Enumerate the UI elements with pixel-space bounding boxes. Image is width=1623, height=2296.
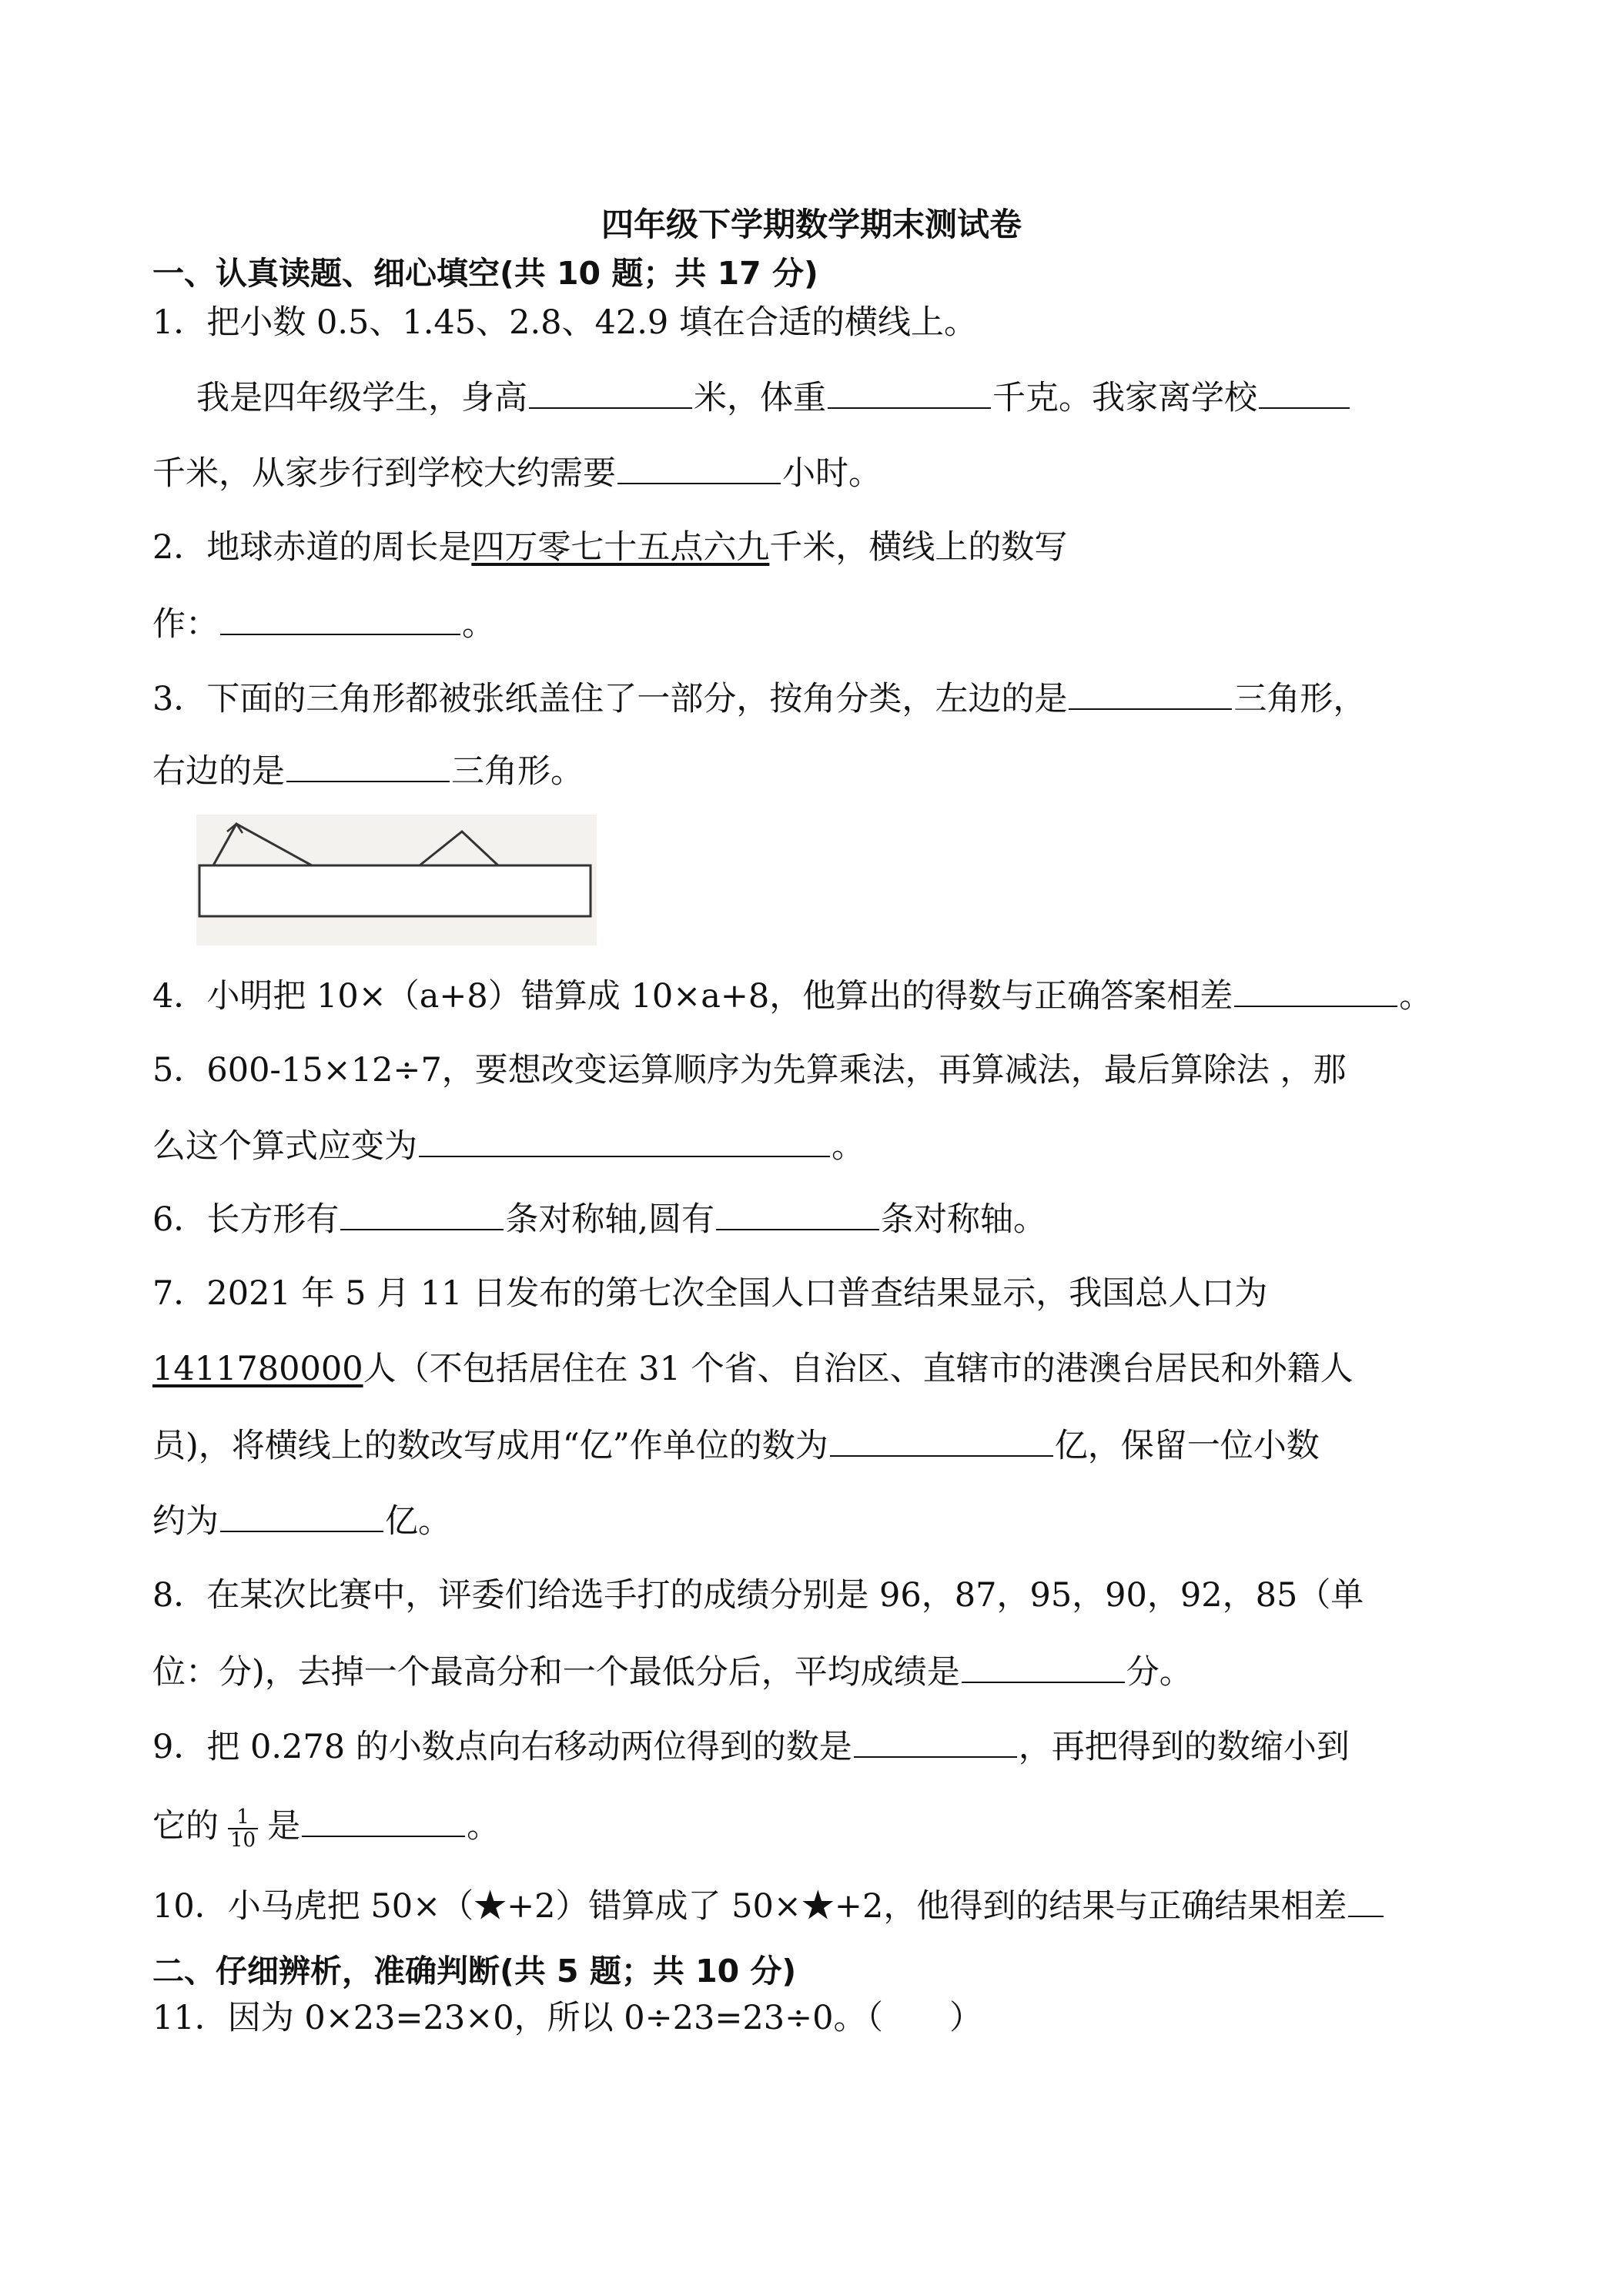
question-5-line-1 <box>152 1047 1346 1093</box>
q3-text-c: 右边的是 <box>152 752 285 791</box>
q9-text-d: 是 <box>267 1807 301 1846</box>
question-7-line-3 <box>152 1421 1320 1469</box>
q3-text-b: 三角形， <box>1233 680 1367 718</box>
question-1-line-2 <box>196 373 1351 421</box>
triangles-figure <box>196 815 597 946</box>
q1-text-c: 千克。我家离学校 <box>992 379 1257 417</box>
question-1-line-3 <box>152 449 882 497</box>
q9-text-b: ，再把得到的数缩小到 <box>1018 1728 1350 1766</box>
q9-second-blank[interactable] <box>302 1802 465 1837</box>
question-8-line-2 <box>152 1648 1193 1695</box>
question-10 <box>152 1882 1385 1930</box>
q9-text-e: 。 <box>467 1807 500 1846</box>
q1-time-blank[interactable] <box>617 449 781 484</box>
q2-text-b: 千米，横线上的数写 <box>769 528 1068 567</box>
q1-text-b: 米，体重 <box>694 379 826 417</box>
q1-text-e: 小时。 <box>782 454 882 493</box>
question-3-line-1 <box>152 674 1366 722</box>
section-1-heading: 一、认真读题、细心填空(共 10 题；共 17 分) <box>152 255 818 292</box>
question-6 <box>152 1195 1046 1243</box>
question-8-line-1 <box>152 1572 1364 1618</box>
q8-text-a: 8．在某次比赛中，评委们给选手打的成绩分别是 96，87，95，90，92，85（单 <box>152 1576 1364 1615</box>
q6-text-c: 条对称轴。 <box>881 1200 1047 1239</box>
q9-first-blank[interactable] <box>854 1722 1017 1758</box>
question-4 <box>152 972 1432 1019</box>
q4-answer-blank[interactable] <box>1234 972 1397 1007</box>
q7-text-b: 人（不包括居住在 31 个省、自治区、直辖市的港澳台居民和外籍人 <box>363 1350 1354 1388</box>
q7-text-f: 亿。 <box>385 1502 451 1541</box>
fraction-denominator: 10 <box>230 1829 256 1852</box>
question-5-line-2 <box>152 1122 865 1170</box>
q6-rectangle-blank[interactable] <box>340 1195 504 1230</box>
q2-answer-blank[interactable] <box>220 600 460 635</box>
q10-text-a: 10．小马虎把 50×（★+2）错算成了 50×★+2，他得到的结果与正确结果相差 <box>152 1887 1347 1926</box>
question-1-text: 1．把小数 0.5、1.45、2.8、42.9 填在合适的横线上。 <box>152 303 977 342</box>
question-9-line-2 <box>152 1802 500 1851</box>
q2-text-c: 作： <box>152 605 219 644</box>
q1-text-a: 我是四年级学生，身高 <box>196 379 527 417</box>
question-7-line-4 <box>152 1497 451 1545</box>
q11-text: 11．因为 0×23=23×0，所以 0÷23=23÷0。（ ） <box>152 1999 983 2037</box>
question-1-stem <box>152 300 977 346</box>
question-7-line-1 <box>152 1270 1267 1317</box>
q7-text-d: 亿，保留一位小数 <box>1054 1427 1320 1465</box>
q7-population-number: 1411780000 <box>152 1350 363 1388</box>
q7-text-e: 约为 <box>152 1502 219 1541</box>
q3-text-a: 3．下面的三角形都被张纸盖住了一部分，按角分类，左边的是 <box>152 680 1068 718</box>
q7-text-a: 7．2021 年 5 月 11 日发布的第七次全国人口普查结果显示，我国总人口为 <box>152 1274 1268 1313</box>
q5-text-a: 5．600-15×12÷7，要想改变运算顺序为先算乘法，再算减法，最后算除法 ，那 <box>152 1051 1347 1089</box>
page-title: 四年级下学期数学期末测试卷 <box>601 206 1022 243</box>
q5-text-c: 。 <box>832 1127 865 1166</box>
q9-text-a: 9．把 0.278 的小数点向右移动两位得到的数是 <box>152 1728 852 1766</box>
q9-text-c: 它的 <box>152 1807 219 1846</box>
q6-text-b: 条对称轴,圆有 <box>505 1200 715 1239</box>
q8-average-blank[interactable] <box>962 1648 1125 1683</box>
q10-answer-blank[interactable] <box>1348 1882 1384 1917</box>
q8-text-c: 分。 <box>1126 1653 1193 1692</box>
q7-text-c: 员)，将横线上的数改写成用“亿”作单位的数为 <box>152 1427 828 1465</box>
q7-yi-blank[interactable] <box>830 1421 1053 1457</box>
q1-weight-blank[interactable] <box>828 373 991 409</box>
q8-text-b: 位：分)，去掉一个最高分和一个最低分后，平均成绩是 <box>152 1653 960 1692</box>
q1-height-blank[interactable] <box>529 373 692 409</box>
q6-circle-blank[interactable] <box>716 1195 879 1230</box>
one-tenth-fraction <box>228 1806 258 1851</box>
question-11 <box>152 1995 982 2041</box>
q1-distance-blank[interactable] <box>1259 373 1350 409</box>
q3-left-blank[interactable] <box>1069 674 1232 710</box>
question-3-line-2 <box>152 747 584 795</box>
q4-text-a: 4．小明把 10×（a+8）错算成 10×a+8，他算出的得数与正确答案相差 <box>152 977 1233 1016</box>
paper-cover <box>199 865 591 916</box>
question-9-line-1 <box>152 1722 1350 1770</box>
question-2-line-2 <box>152 600 495 648</box>
question-7-line-2 <box>152 1346 1354 1392</box>
q4-text-b: 。 <box>1399 977 1433 1016</box>
question-2-line-1 <box>152 524 1067 571</box>
q5-text-b: 么这个算式应变为 <box>152 1127 417 1166</box>
q3-right-blank[interactable] <box>286 747 450 782</box>
q2-text-d: 。 <box>462 605 495 644</box>
q5-answer-blank[interactable] <box>419 1122 830 1157</box>
q6-text-a: 6．长方形有 <box>152 1200 340 1239</box>
q1-text-d: 千米，从家步行到学校大约需要 <box>152 454 616 493</box>
q2-underlined-number: 四万零七十五点六九 <box>471 528 770 567</box>
section-2-heading: 二、仔细辨析，准确判断(共 5 题；共 10 分) <box>152 1953 797 1990</box>
q3-text-d: 三角形。 <box>451 752 584 791</box>
q7-approx-blank[interactable] <box>220 1497 383 1532</box>
fraction-numerator: 1 <box>228 1806 258 1829</box>
q2-text-a: 2．地球赤道的周长是 <box>152 528 472 567</box>
